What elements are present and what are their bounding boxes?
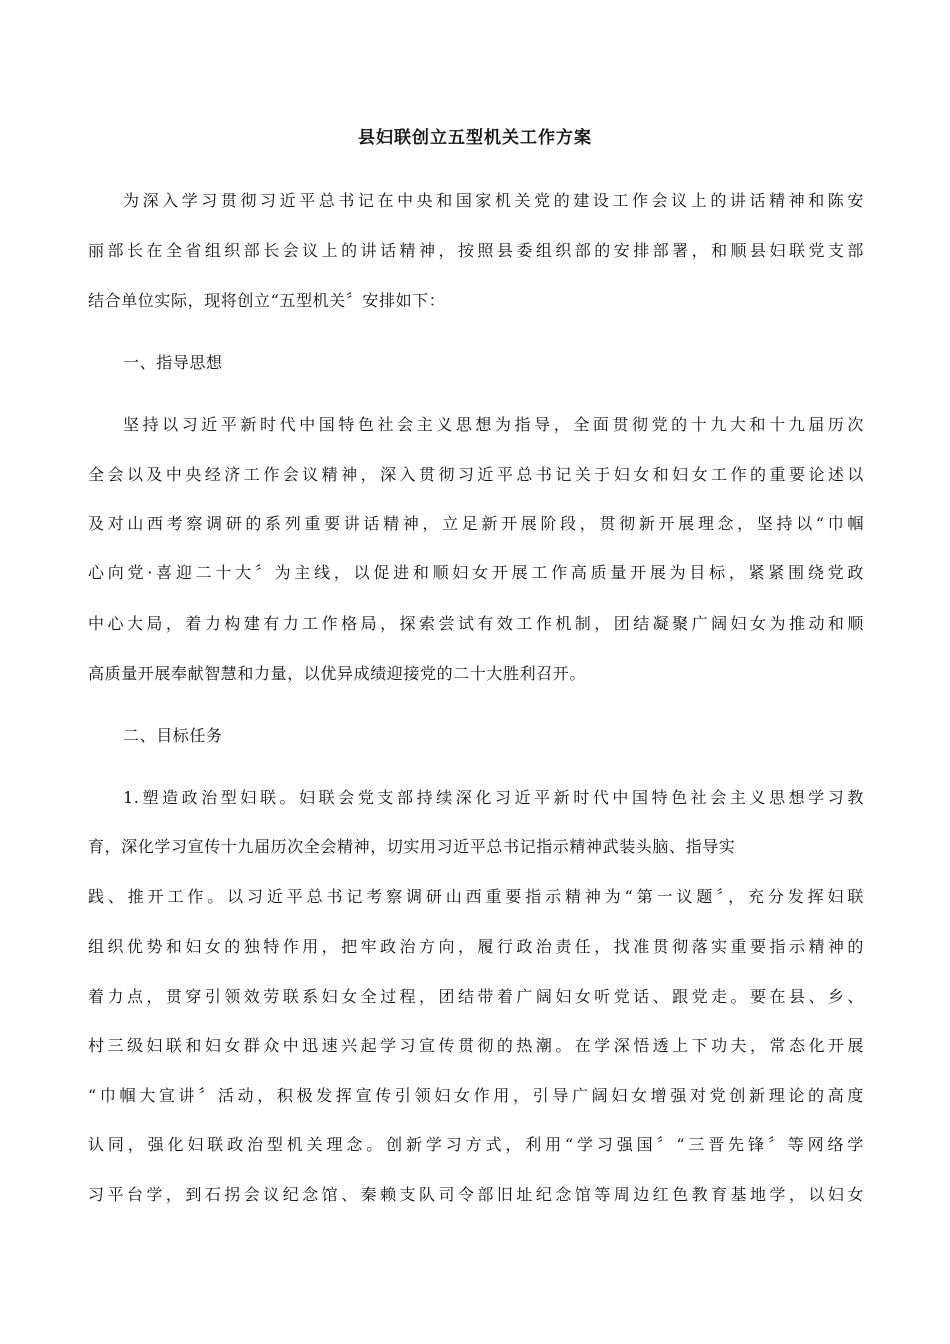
paragraph-line: 育，深化学习宣传十九届历次全会精神，切实用习近平总书记指示精神武装头脑、指导实 [88, 837, 736, 856]
paragraph-line: 心向党·喜迎二十大〞为主线，以促进和顺妇女开展工作高质量开展为目标，紧紧围绕党政 [88, 563, 864, 582]
paragraph-line: 着力点，贯穿引领效劳联系妇女全过程，团结带着广阔妇女听党话、跟党走。要在县、乡、 [88, 987, 864, 1006]
paragraph-line: 丽部长在全省组织部长会议上的讲话精神，按照县委组织部的安排部署，和顺县妇联党支部 [88, 241, 864, 260]
paragraph-line: 1.塑造政治型妇联。妇联会党支部持续深化习近平新时代中国特色社会主义思想学习教 [123, 788, 864, 807]
paragraph-line: 全会以及中央经济工作会议精神，深入贯彻习近平总书记关于妇女和妇女工作的重要论述以 [88, 465, 864, 484]
paragraph-line: “巾帼大宣讲〞活动，积极发挥宣传引领妇女作用，引导广阔妇女增强对党创新理论的高度 [88, 1086, 864, 1105]
section-heading: 一、指导思想 [123, 353, 223, 372]
document-title: 县妇联创立五型机关工作方案 [358, 128, 592, 148]
paragraph-line: 村三级妇联和妇女群众中迅速兴起学习宣传贯彻的热潮。在学深悟透上下功夫，常态化开展 [88, 1036, 864, 1055]
paragraph-line: 组织优势和妇女的独特作用，把牢政治方向，履行政治责任，找准贯彻落实重要指示精神的 [88, 937, 864, 956]
paragraph-line: 认同，强化妇联政治型机关理念。创新学习方式，利用“学习强国〞“三晋先锋〞等网络学 [88, 1135, 864, 1154]
paragraph-line: 高质量开展奉献智慧和力量，以优异成绩迎接党的二十大胜利召开。 [88, 664, 587, 683]
paragraph-line: 坚持以习近平新时代中国特色社会主义思想为指导，全面贯彻党的十九大和十九届历次 [123, 415, 864, 434]
paragraph-line: 为深入学习贯彻习近平总书记在中央和国家机关党的建设工作会议上的讲话精神和陈安 [123, 191, 864, 210]
paragraph-line: 践、推开工作。以习近平总书记考察调研山西重要指示精神为“第一议题〞，充分发挥妇联 [88, 887, 864, 906]
paragraph-line: 及对山西考察调研的系列重要讲话精神，立足新开展阶段，贯彻新开展理念，坚持以“巾帼 [88, 514, 864, 533]
paragraph-line: 习平台学，到石拐会议纪念馆、秦赖支队司令部旧址纪念馆等周边红色教育基地学，以妇女 [88, 1185, 864, 1204]
section-heading: 二、目标任务 [123, 726, 223, 745]
paragraph-line: 结合单位实际，现将创立“五型机关〞安排如下： [88, 291, 446, 310]
paragraph-line: 中心大局，着力构建有力工作格局，探索尝试有效工作机制，团结凝聚广阔妇女为推动和顺 [88, 614, 864, 633]
